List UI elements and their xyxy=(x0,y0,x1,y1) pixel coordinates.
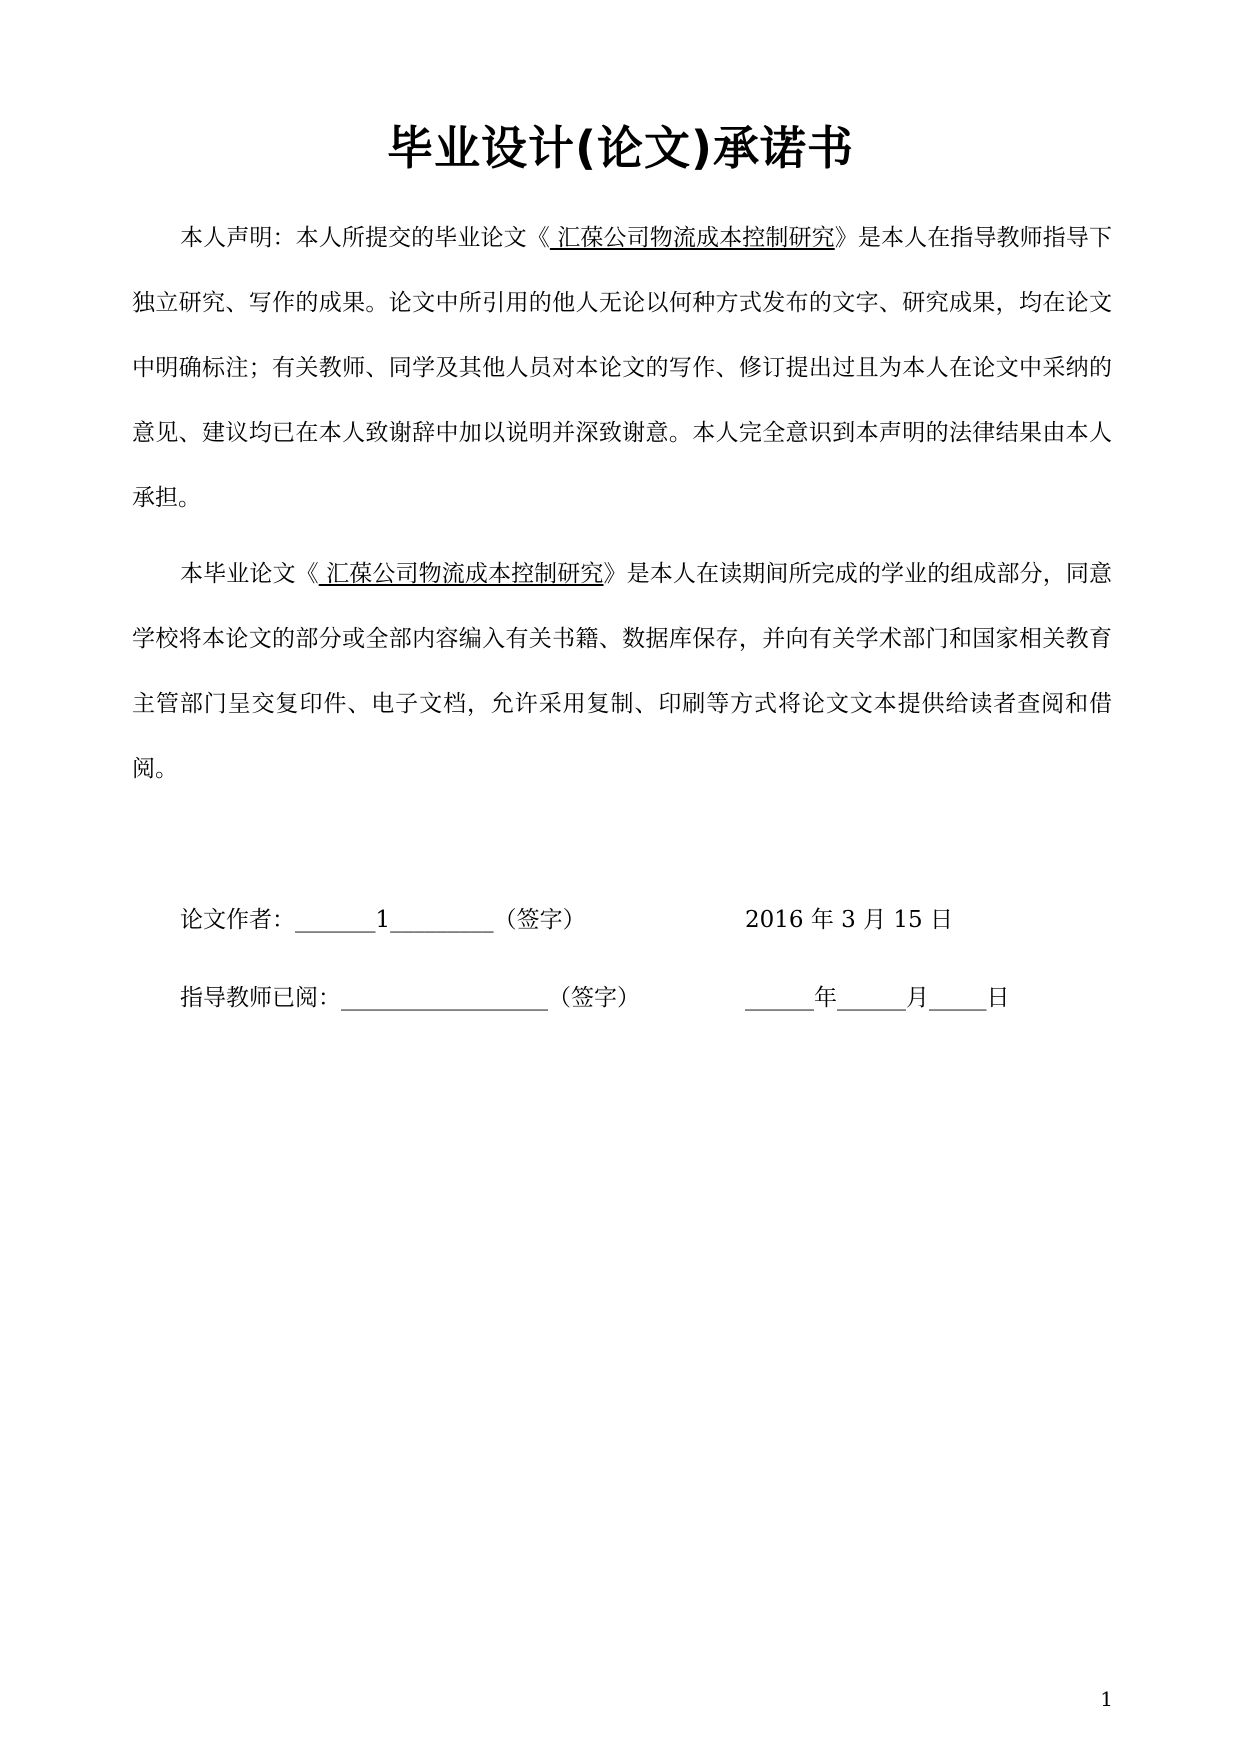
page-number: 1 xyxy=(1100,1687,1113,1711)
author-signature-line: 论文作者：_______1_________（签字） xyxy=(180,907,586,933)
author-signature-date: 2016 年 3 月 15 日 xyxy=(745,907,953,933)
declaration-paragraph xyxy=(132,206,1112,531)
thesis-title-underlined: 汇葆公司物流成本控制研究 xyxy=(549,225,835,251)
authorization-text-before: 本毕业论文《 xyxy=(180,561,319,587)
advisor-signature-line: 指导教师已阅：__________________（签字） xyxy=(180,985,640,1011)
authorization-paragraph xyxy=(132,542,1112,802)
page-title: 毕业设计(论文)承诺书 xyxy=(386,121,855,175)
declaration-text-before: 本人声明：本人所提交的毕业论文《 xyxy=(180,225,550,251)
authorization-text-after: 》是本人在读期间所完成的学业的组成部分，同意学校将本论文的部分或全部内容编入有关书籍、数据库保存，并向有关学术部门和国家相关教育主管部门呈交复印件、电子文档，允许采用复制、印刷等方式将论文文本提供给读者查阅和借阅。 xyxy=(132,561,1113,782)
thesis-title-underlined-2: 汇葆公司物流成本控制研究 xyxy=(318,561,604,587)
declaration-text-after: 》是本人在指导教师指导下独立研究、写作的成果。论文中所引用的他人无论以何种方式发布的文字、研究成果，均在论文中明确标注；有关教师、同学及其他人员对本论文的写作、修订提出过且为本人在论文中采纳的意见、建议均已在本人致谢辞中加以说明并深致谢意。本人完全意识到本声明的法律结果由本人承担。 xyxy=(132,225,1113,511)
advisor-signature-date: ______年______月_____日 xyxy=(745,985,1010,1011)
